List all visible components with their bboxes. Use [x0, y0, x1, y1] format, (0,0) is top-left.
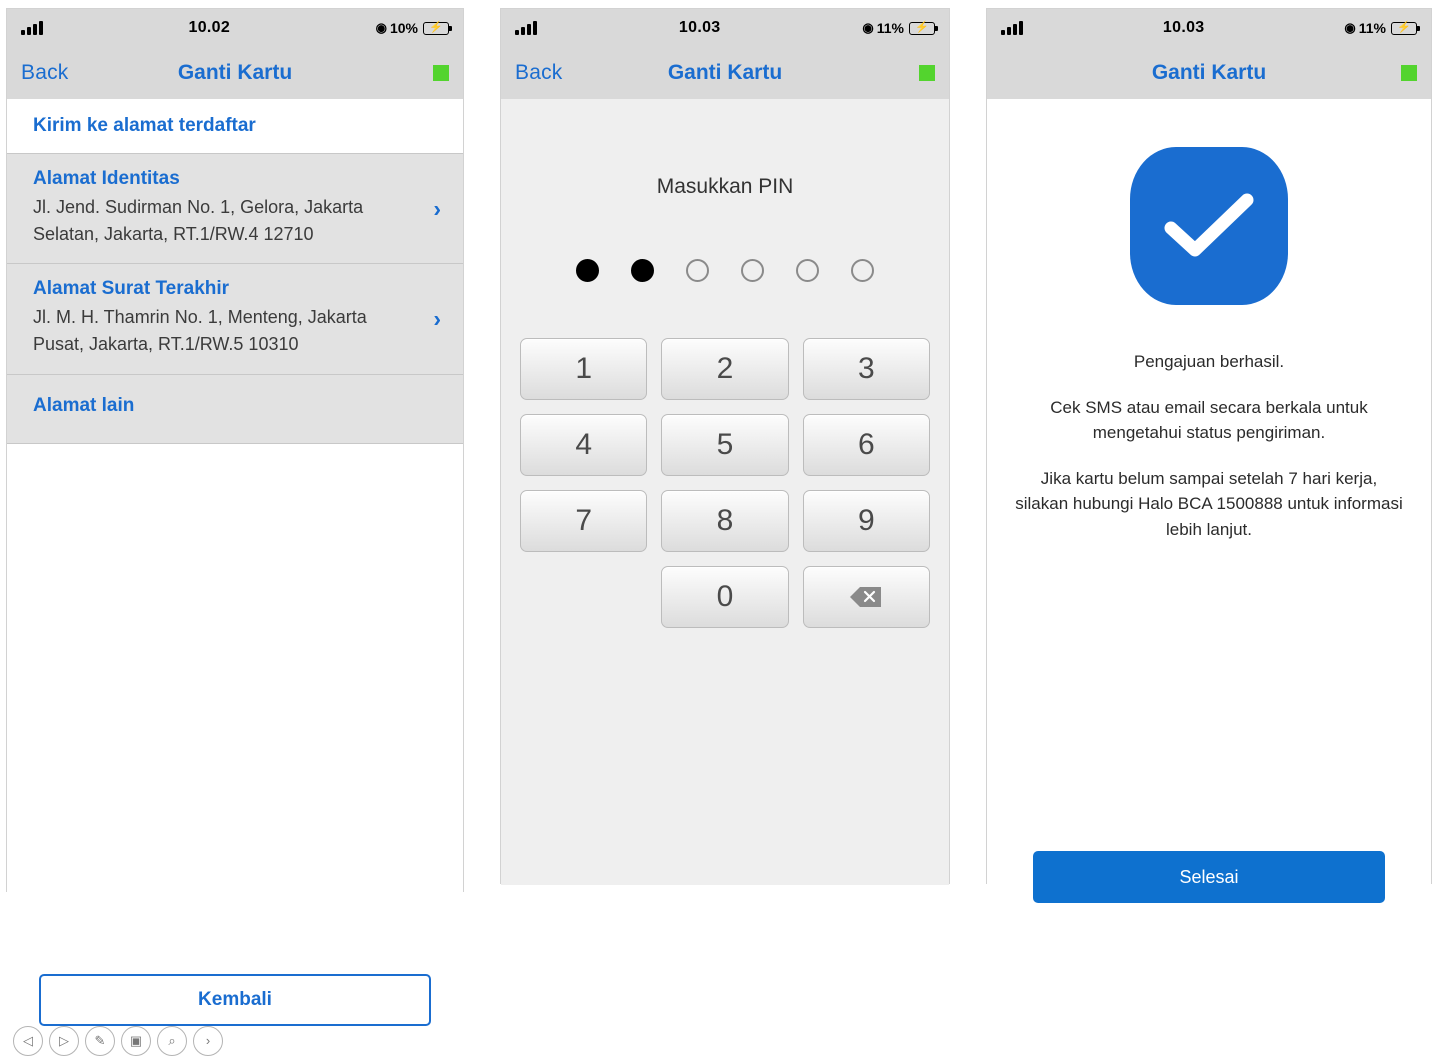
address-title: Alamat lain — [33, 394, 135, 416]
chevron-right-icon: › — [433, 195, 441, 222]
battery-charging-icon: ⚡ — [909, 22, 935, 35]
navigation-bar — [987, 47, 1431, 99]
address-detail: Jl. M. H. Thamrin No. 1, Menteng, Jakarta Pusat, Jakarta, RT.1/RW.5 10310 — [33, 307, 367, 354]
page-title: Ganti Kartu — [1151, 61, 1267, 84]
pin-prompt-label: Masukkan PIN — [656, 175, 794, 198]
location-icon: ◉ — [862, 20, 874, 35]
signal-bars-icon — [21, 21, 43, 35]
green-square-indicator — [1401, 65, 1417, 81]
status-bar-time: 10.03 — [1162, 19, 1205, 36]
keypad-key-4[interactable]: 4 — [520, 414, 647, 476]
keypad-key-blank — [520, 566, 647, 628]
keypad-key-1[interactable]: 1 — [520, 338, 647, 400]
phone-screen-success — [986, 8, 1432, 887]
battery-percent-label: 10% — [389, 20, 418, 36]
pin-dot-filled — [576, 259, 599, 282]
status-bar — [501, 9, 949, 47]
status-bar-right — [376, 20, 449, 36]
previous-icon[interactable]: ◁ — [13, 1026, 43, 1056]
success-message-primary: Pengajuan berhasil. — [1133, 352, 1285, 371]
next-icon[interactable]: ▷ — [49, 1026, 79, 1056]
location-icon: ◉ — [1344, 20, 1356, 35]
screen-body — [7, 444, 463, 1058]
success-body — [987, 147, 1431, 933]
status-bar-time: 10.02 — [188, 19, 231, 36]
success-messages — [1015, 349, 1403, 542]
pin-entry-body — [501, 99, 949, 885]
backspace-icon[interactable] — [803, 566, 930, 628]
keypad-key-3[interactable]: 3 — [803, 338, 930, 400]
success-message-secondary: Cek SMS atau email secara berkala untuk mengetahui status pengiriman. — [1050, 397, 1368, 442]
pin-dot-empty — [741, 259, 764, 282]
list-item-other-address[interactable] — [7, 375, 463, 444]
status-bar-time: 10.03 — [678, 19, 721, 36]
address-title: Alamat Identitas — [33, 168, 180, 189]
keypad-key-0[interactable]: 0 — [661, 566, 788, 628]
pencil-icon[interactable]: ✎ — [85, 1026, 115, 1056]
back-button[interactable]: Back — [515, 61, 563, 84]
keypad-key-8[interactable]: 8 — [661, 490, 788, 552]
page-title: Ganti Kartu — [667, 61, 783, 84]
keypad-key-5[interactable]: 5 — [661, 414, 788, 476]
status-bar — [987, 9, 1431, 47]
keypad-key-9[interactable]: 9 — [803, 490, 930, 552]
navigation-bar — [7, 47, 463, 99]
status-bar-right — [1344, 20, 1417, 36]
battery-percent-label: 11% — [1358, 20, 1386, 36]
signal-bars-icon — [515, 21, 537, 35]
green-square-indicator — [433, 65, 449, 81]
battery-charging-icon: ⚡ — [423, 22, 449, 35]
more-icon[interactable]: › — [193, 1026, 223, 1056]
selesai-button[interactable]: Selesai — [1033, 851, 1385, 903]
navigation-bar — [501, 47, 949, 99]
status-bar-right — [862, 20, 935, 36]
kembali-button[interactable]: Kembali — [39, 974, 431, 1026]
pin-dot-empty — [851, 259, 874, 282]
address-list — [7, 154, 463, 444]
search-icon[interactable]: ⌕ — [157, 1026, 187, 1056]
floating-toolbar — [13, 1026, 223, 1056]
keypad-key-6[interactable]: 6 — [803, 414, 930, 476]
list-item[interactable] — [7, 264, 463, 374]
pin-dot-filled — [631, 259, 654, 282]
keypad-key-2[interactable]: 2 — [661, 338, 788, 400]
status-bar-left — [21, 21, 43, 35]
numeric-keypad — [520, 338, 930, 628]
phone-screen-address-list — [6, 8, 464, 1048]
signal-bars-icon — [1001, 21, 1023, 35]
status-bar — [7, 9, 463, 47]
section-header: Kirim ke alamat terdaftar — [7, 99, 463, 154]
pin-dot-empty — [686, 259, 709, 282]
status-bar-left — [1001, 21, 1023, 35]
pin-dot-empty — [796, 259, 819, 282]
address-detail: Jl. Jend. Sudirman No. 1, Gelora, Jakarta Selatan, Jakarta, RT.1/RW.4 12710 — [33, 197, 364, 244]
address-title: Alamat Surat Terakhir — [33, 278, 230, 300]
copy-icon[interactable]: ▣ — [121, 1026, 151, 1056]
location-icon: ◉ — [375, 20, 387, 35]
pin-dots — [501, 259, 949, 282]
green-square-indicator — [919, 65, 935, 81]
page-title: Ganti Kartu — [177, 61, 293, 84]
chevron-right-icon: › — [433, 305, 441, 332]
success-message-tertiary: Jika kartu belum sampai setelah 7 hari kerja, silakan hubungi Halo BCA 1500888 untuk informasi lebih lanjut. — [1015, 468, 1403, 539]
keypad-key-7[interactable]: 7 — [520, 490, 647, 552]
back-button[interactable]: Back — [21, 61, 69, 84]
battery-percent-label: 11% — [876, 20, 904, 36]
status-bar-left — [515, 21, 537, 35]
list-item[interactable] — [7, 154, 463, 264]
check-mark-icon — [1130, 147, 1288, 305]
battery-charging-icon: ⚡ — [1391, 22, 1417, 35]
phone-screen-pin-entry — [500, 8, 950, 884]
